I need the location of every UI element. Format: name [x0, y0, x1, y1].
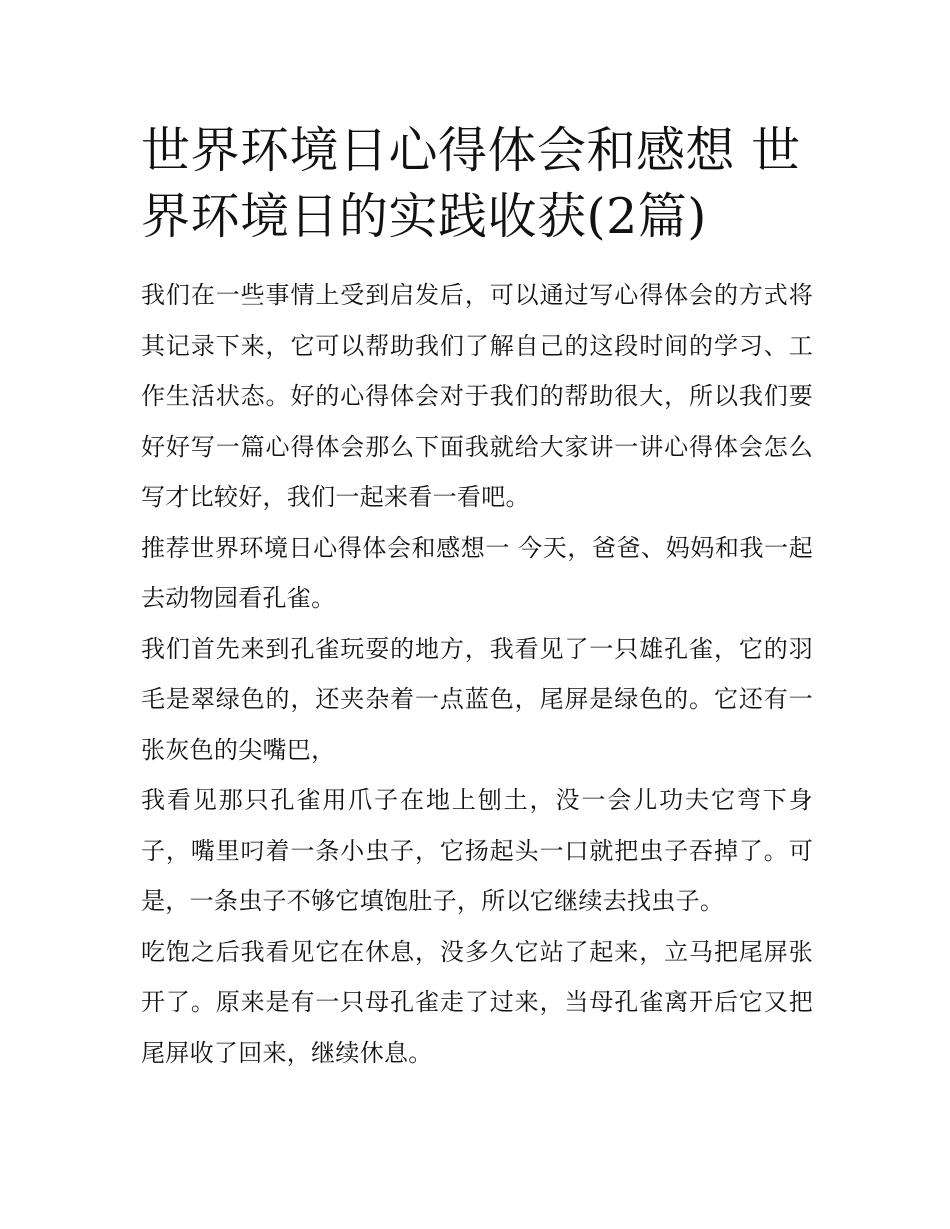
paragraph-peacock-description: 我们首先来到孔雀玩耍的地方，我看见了一只雄孔雀，它的羽毛是翠绿色的，还夹杂着一点蓝色，尾屏是绿色的。它还有一张灰色的尖嘴巴， — [141, 634, 813, 764]
paragraph-recommendation: 推荐世界环境日心得体会和感想一 今天，爸爸、妈妈和我一起去动物园看孔雀。 — [141, 533, 813, 612]
document-title: 世界环境日心得体会和感想 世界环境日的实践收获(2篇) — [141, 122, 801, 245]
document-page — [141, 118, 813, 1078]
paragraph-peacock-eating: 我看见那只孔雀用爪子在地上刨土，没一会儿功夫它弯下身子，嘴里叼着一条小虫子，它扬起头一口就把虫子吞掉了。可是，一条虫子不够它填饱肚子，所以它继续去找虫子。 — [141, 786, 813, 915]
paragraph-intro: 我们在一些事情上受到启发后，可以通过写心得体会的方式将其记录下来，它可以帮助我们了解自己的这段时间的学习、工作生活状态。好的心得体会对于我们的帮助很大，所以我们要好好写一篇心得体会那么下面我就给大家讲一讲心得体会怎么写才比较好，我们一起来看一看吧。 — [141, 281, 813, 511]
paragraph-peacock-resting: 吃饱之后我看见它在休息，没多久它站了起来，立马把尾屏张开了。原来是有一只母孔雀走了过来，当母孔雀离开后它又把尾屏收了回来，继续休息。 — [141, 937, 813, 1067]
